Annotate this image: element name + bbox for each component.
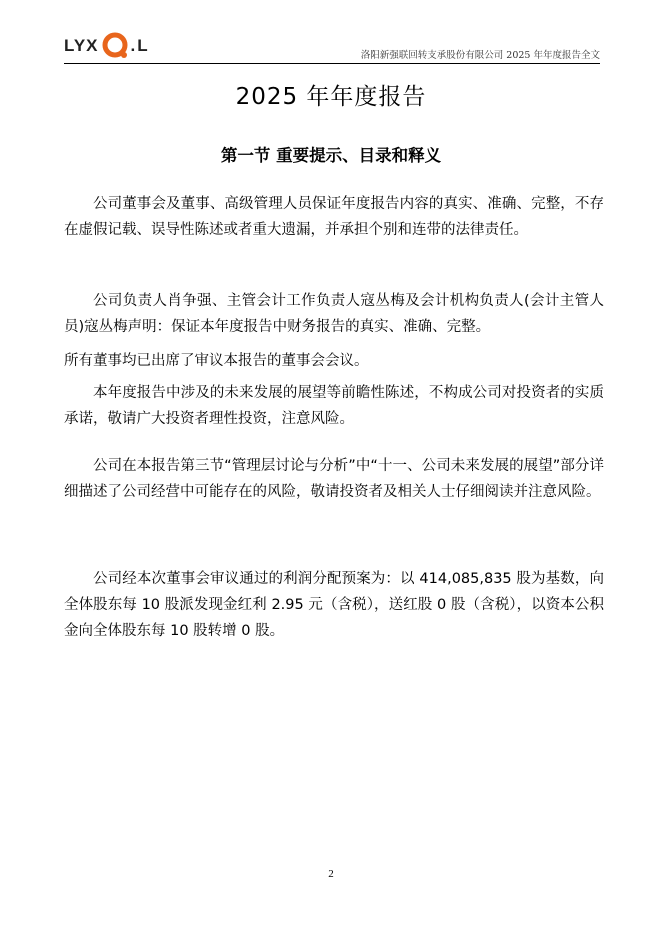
paragraph-profit-distribution: 公司经本次董事会审议通过的利润分配预案为：以 414,085,835 股为基数，向全体股东每 10 股派发现金红利 2.95 元（含税），送红股 0 股（含税），以资本公积金向全体股东每 10 股转增 0 股。 — [64, 571, 604, 639]
logo-text-left: LYX — [64, 36, 99, 55]
paragraph-risk-notice: 公司在本报告第三节“管理层讨论与分析”中“十一、公司未来发展的展望”部分详细描述了公司经营中可能存在的风险，敬请投资者及相关人士仔细阅读并注意风险。 — [64, 458, 604, 500]
logo-ring-icon — [100, 31, 130, 61]
report-title: 2025 年年度报告 — [235, 84, 427, 110]
paragraph-board-guarantee: 公司董事会及董事、高级管理人员保证年度报告内容的真实、准确、完整，不存在虚假记载、误导性陈述或者重大遗漏，并承担个别和连带的法律责任。 — [64, 196, 604, 238]
paragraph-directors-attendance: 所有董事均已出席了审议本报告的董事会会议。 — [64, 353, 369, 369]
paragraph-forward-looking: 本年度报告中涉及的未来发展的展望等前瞻性陈述，不构成公司对投资者的实质承诺，敬请广大投资者理性投资，注意风险。 — [64, 385, 604, 427]
paragraph-responsible-persons: 公司负责人肖争强、主管会计工作负责人寇丛梅及会计机构负责人(会计主管人员)寇丛梅声明：保证本年度报告中财务报告的真实、准确、完整。 — [64, 293, 604, 335]
header-report-name: 洛阳新强联回转支承股份有限公司 2025 年年度报告全文 — [360, 50, 600, 61]
page-number: 2 — [328, 868, 334, 880]
page-header — [64, 30, 600, 64]
company-logo — [64, 30, 149, 62]
logo-dot: . — [130, 36, 137, 55]
section-title: 第一节 重要提示、目录和释义 — [220, 146, 442, 165]
header-divider — [64, 63, 600, 64]
logo-text-right: L — [137, 36, 149, 55]
